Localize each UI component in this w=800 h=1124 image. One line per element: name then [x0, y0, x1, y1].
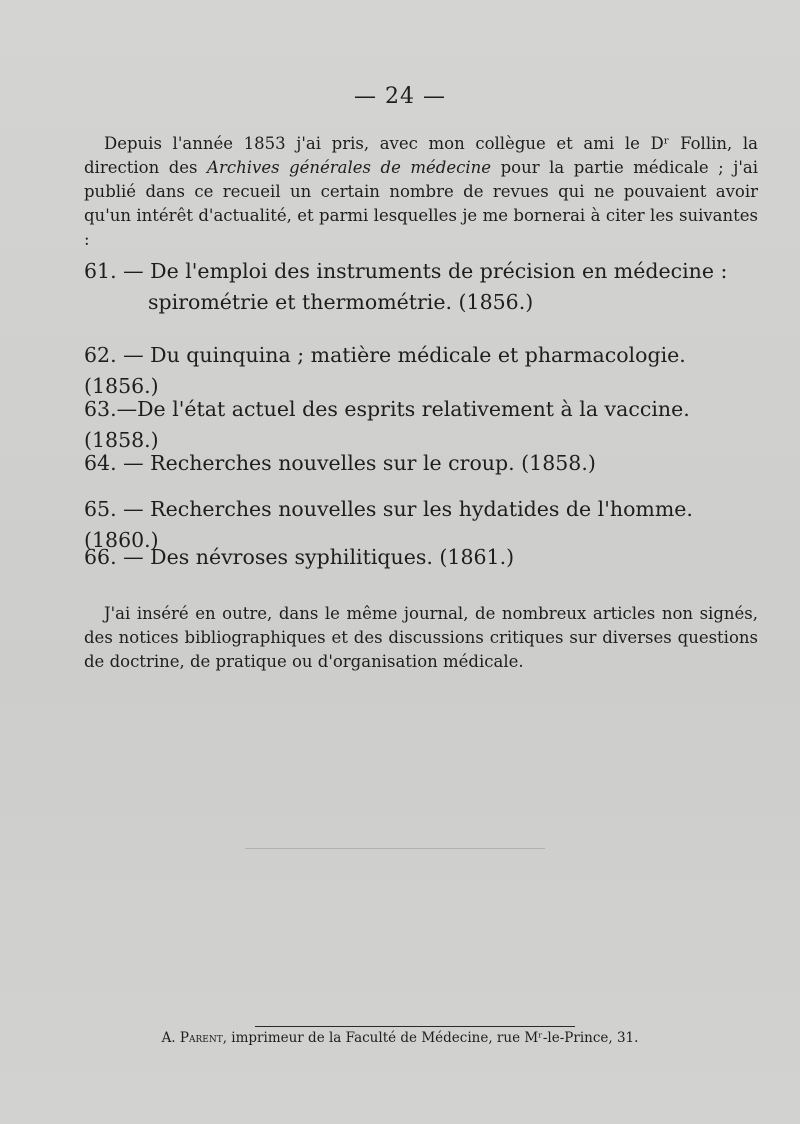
intro-text-after: pour la partie médicale ; j'ai publié dans ce recueil un certain nombre de revues qui ne pouvaient avoir qu'un intérêt d'actualité, et parmi lesquelles je me bornerai à citer les suivantes : — [84, 158, 758, 249]
list-item — [84, 256, 764, 318]
item-title: — Recherches nouvelles sur le croup. (1858.) — [123, 451, 596, 475]
intro-text-before: Depuis l'année 1853 j'ai pris, avec mon collègue et ami le Dʳ Follin, la direction des — [84, 134, 758, 177]
printer-address: , imprimeur de la Faculté de Médecine, rue Mʳ-le-Prince, 31. — [222, 1030, 639, 1046]
item-number: 66. — [84, 545, 117, 569]
item-number: 63. — [84, 397, 117, 421]
intro-paragraph — [84, 132, 758, 252]
list-item — [84, 448, 764, 479]
item-title: — De l'emploi des instruments de précision en médecine : — [123, 259, 728, 283]
item-title: — Recherches nouvelles sur les hydatides de l'homme. (1860.) — [84, 497, 693, 552]
printer-name: A. Parent — [161, 1030, 223, 1046]
item-number: 62. — [84, 343, 117, 367]
printer-imprint — [0, 1030, 800, 1046]
item-number: 61. — [84, 259, 117, 283]
item-title: — Des névroses syphilitiques. (1861.) — [123, 545, 515, 569]
divider-faint — [245, 848, 545, 849]
list-item — [84, 394, 764, 456]
list-item — [84, 340, 764, 402]
item-number: 65. — [84, 497, 117, 521]
item-title-continued: spirométrie et thermométrie. (1856.) — [148, 290, 534, 314]
page-number: — 24 — — [354, 84, 446, 109]
item-title: —De l'état actuel des esprits relativement à la vaccine. (1858.) — [84, 397, 690, 452]
divider — [255, 1026, 575, 1027]
closing-paragraph: J'ai inséré en outre, dans le même journal, de nombreux articles non signés, des notices bibliographiques et des discussions critiques sur diverses questions de doctrine, de pratique ou d'organisation médicale. — [84, 604, 758, 671]
item-number: 64. — [84, 451, 117, 475]
journal-title: Archives générales de médecine — [207, 158, 492, 177]
list-item — [84, 542, 764, 573]
item-title: — Du quinquina ; matière médicale et pharmacologie. (1856.) — [84, 343, 686, 398]
